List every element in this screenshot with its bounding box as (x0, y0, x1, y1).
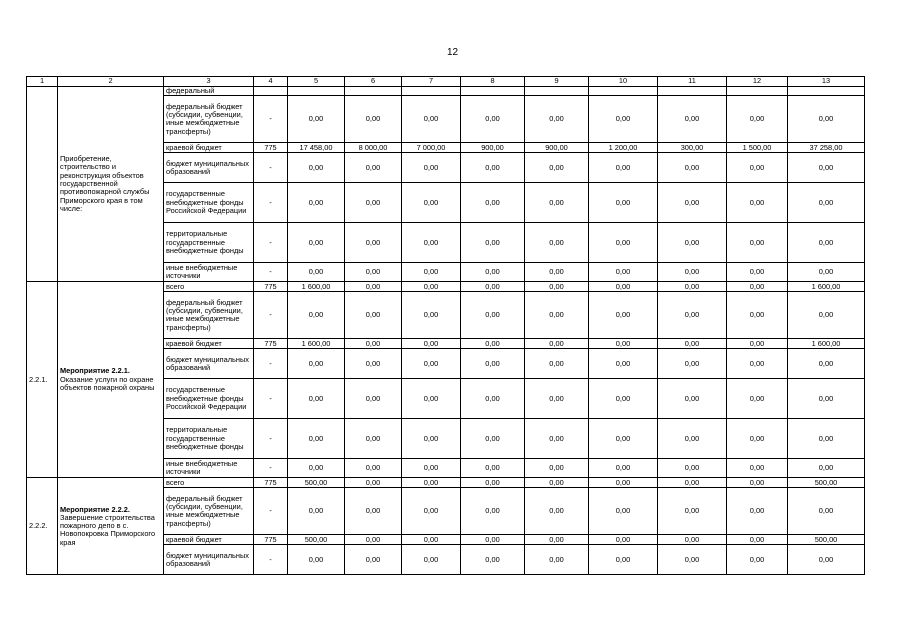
amount-cell: 1 600,00 (288, 282, 345, 292)
amount-cell: 0,00 (402, 535, 461, 545)
amount-cell: 0,00 (525, 292, 589, 339)
amount-cell: 500,00 (288, 478, 345, 488)
amount-cell: 0,00 (658, 153, 727, 183)
activity-description: Приобретение, строительство и реконструкция объектов государственной противопожарной службы Приморского края в том числе: (60, 154, 150, 213)
amount-cell: 0,00 (345, 263, 402, 282)
grbs-code-cell: - (254, 183, 288, 223)
row-code: 2.2.1. (27, 282, 58, 478)
amount-cell: 0,00 (788, 459, 865, 478)
header-cell: 8 (461, 77, 525, 87)
amount-cell: 0,00 (589, 545, 658, 575)
amount-cell: 0,00 (658, 478, 727, 488)
page-number: 12 (446, 47, 459, 58)
funding-source: федеральный бюджет (субсидии, субвенции, иные межбюджетные трансферты) (164, 96, 254, 143)
amount-cell: 0,00 (345, 488, 402, 535)
grbs-code-cell: 775 (254, 339, 288, 349)
amount-cell: 0,00 (589, 153, 658, 183)
amount-cell: 0,00 (461, 459, 525, 478)
amount-cell: 0,00 (658, 459, 727, 478)
table-row (27, 478, 865, 488)
amount-cell: 500,00 (788, 535, 865, 545)
amount-cell: 0,00 (525, 349, 589, 379)
amount-cell: 0,00 (461, 282, 525, 292)
amount-cell: 0,00 (589, 419, 658, 459)
amount-cell: 0,00 (402, 349, 461, 379)
amount-cell: 1 600,00 (788, 282, 865, 292)
amount-cell: 37 258,00 (788, 143, 865, 153)
funding-source: бюджет муниципальных образований (164, 545, 254, 575)
amount-cell: 0,00 (525, 459, 589, 478)
amount-cell: 0,00 (589, 183, 658, 223)
amount-cell: 0,00 (402, 488, 461, 535)
amount-cell: 0,00 (589, 282, 658, 292)
row-description (58, 478, 164, 575)
amount-cell: 0,00 (727, 478, 788, 488)
grbs-code-cell: 775 (254, 478, 288, 488)
amount-cell: 8 000,00 (345, 143, 402, 153)
amount-cell: 0,00 (788, 292, 865, 339)
amount-cell: 0,00 (788, 419, 865, 459)
amount-cell: 0,00 (525, 183, 589, 223)
amount-cell: 0,00 (461, 349, 525, 379)
grbs-code-cell: 775 (254, 282, 288, 292)
amount-cell: 0,00 (589, 379, 658, 419)
amount-cell: 0,00 (788, 263, 865, 282)
amount-cell: 0,00 (345, 535, 402, 545)
funding-source: государственные внебюджетные фонды Российской Федерации (164, 183, 254, 223)
amount-cell: 0,00 (402, 545, 461, 575)
amount-cell: 0,00 (345, 349, 402, 379)
amount-cell (727, 87, 788, 96)
amount-cell: 0,00 (461, 535, 525, 545)
header-cell: 6 (345, 77, 402, 87)
amount-cell: 0,00 (461, 478, 525, 488)
amount-cell (788, 87, 865, 96)
amount-cell: 0,00 (288, 459, 345, 478)
amount-cell: 0,00 (788, 545, 865, 575)
amount-cell: 0,00 (788, 488, 865, 535)
amount-cell: 0,00 (402, 183, 461, 223)
amount-cell: 0,00 (288, 349, 345, 379)
amount-cell: 0,00 (525, 282, 589, 292)
amount-cell (589, 87, 658, 96)
amount-cell: 0,00 (345, 478, 402, 488)
grbs-code-cell: - (254, 488, 288, 535)
amount-cell: 0,00 (402, 339, 461, 349)
amount-cell: 0,00 (658, 183, 727, 223)
amount-cell: 0,00 (345, 339, 402, 349)
grbs-code-cell: - (254, 153, 288, 183)
amount-cell: 0,00 (288, 96, 345, 143)
table-row (27, 282, 865, 292)
header-row (27, 77, 865, 87)
amount-cell: 0,00 (727, 153, 788, 183)
header-cell: 13 (788, 77, 865, 87)
grbs-code-cell: 775 (254, 143, 288, 153)
amount-cell: 300,00 (658, 143, 727, 153)
amount-cell: 17 458,00 (288, 143, 345, 153)
row-description (58, 282, 164, 478)
header-cell: 7 (402, 77, 461, 87)
funding-source: всего (164, 282, 254, 292)
amount-cell: 0,00 (788, 153, 865, 183)
amount-cell: 0,00 (589, 292, 658, 339)
funding-source: федеральный (164, 87, 254, 96)
amount-cell: 0,00 (589, 459, 658, 478)
amount-cell: 0,00 (525, 379, 589, 419)
grbs-code-cell: - (254, 545, 288, 575)
grbs-code-cell: 775 (254, 535, 288, 545)
amount-cell: 0,00 (345, 153, 402, 183)
amount-cell: 0,00 (658, 263, 727, 282)
amount-cell: 0,00 (525, 478, 589, 488)
amount-cell: 0,00 (658, 545, 727, 575)
amount-cell: 0,00 (727, 459, 788, 478)
amount-cell: 0,00 (525, 488, 589, 535)
amount-cell: 0,00 (658, 96, 727, 143)
amount-cell: 0,00 (658, 379, 727, 419)
amount-cell: 0,00 (727, 349, 788, 379)
amount-cell: 0,00 (288, 419, 345, 459)
grbs-code-cell: - (254, 419, 288, 459)
amount-cell: 0,00 (461, 183, 525, 223)
header-cell: 12 (727, 77, 788, 87)
table-row (27, 87, 865, 96)
amount-cell: 0,00 (788, 349, 865, 379)
amount-cell (525, 87, 589, 96)
grbs-code-cell: - (254, 96, 288, 143)
amount-cell: 7 000,00 (402, 143, 461, 153)
amount-cell: 0,00 (525, 153, 589, 183)
amount-cell (658, 87, 727, 96)
amount-cell: 0,00 (345, 292, 402, 339)
amount-cell: 1 600,00 (788, 339, 865, 349)
amount-cell: 0,00 (288, 292, 345, 339)
amount-cell: 0,00 (788, 183, 865, 223)
funding-source: бюджет муниципальных образований (164, 153, 254, 183)
amount-cell: 0,00 (288, 223, 345, 263)
header-cell: 3 (164, 77, 254, 87)
amount-cell: 0,00 (788, 379, 865, 419)
activity-description: Завершение строительства пожарного депо в с. Новопокровка Приморского края (60, 512, 156, 547)
amount-cell: 0,00 (727, 223, 788, 263)
amount-cell: 0,00 (402, 282, 461, 292)
amount-cell: 0,00 (345, 545, 402, 575)
amount-cell (288, 87, 345, 96)
amount-cell: 500,00 (288, 535, 345, 545)
funding-source: территориальные государственные внебюджетные фонды (164, 419, 254, 459)
amount-cell: 0,00 (658, 339, 727, 349)
amount-cell: 0,00 (461, 379, 525, 419)
amount-cell: 1 500,00 (727, 143, 788, 153)
grbs-code-cell: - (254, 379, 288, 419)
amount-cell: 0,00 (461, 545, 525, 575)
amount-cell: 0,00 (402, 459, 461, 478)
header-cell: 9 (525, 77, 589, 87)
amount-cell: 0,00 (658, 488, 727, 535)
amount-cell: 0,00 (727, 488, 788, 535)
amount-cell: 0,00 (345, 223, 402, 263)
amount-cell: 0,00 (461, 419, 525, 459)
amount-cell: 0,00 (658, 223, 727, 263)
amount-cell: 0,00 (461, 292, 525, 339)
amount-cell: 0,00 (727, 282, 788, 292)
amount-cell: 0,00 (461, 488, 525, 535)
amount-cell: 0,00 (727, 183, 788, 223)
amount-cell: 0,00 (345, 282, 402, 292)
amount-cell: 500,00 (788, 478, 865, 488)
amount-cell: 0,00 (589, 96, 658, 143)
amount-cell: 0,00 (402, 379, 461, 419)
amount-cell: 0,00 (589, 349, 658, 379)
amount-cell (402, 87, 461, 96)
activity-title: Мероприятие 2.2.2. (60, 504, 130, 514)
amount-cell: 0,00 (788, 96, 865, 143)
header-cell: 5 (288, 77, 345, 87)
amount-cell: 1 200,00 (589, 143, 658, 153)
amount-cell: 0,00 (288, 488, 345, 535)
amount-cell: 0,00 (589, 223, 658, 263)
row-code: 2.2.2. (27, 478, 58, 575)
amount-cell: 0,00 (727, 545, 788, 575)
header-cell: 4 (254, 77, 288, 87)
amount-cell: 0,00 (461, 153, 525, 183)
grbs-code-cell (254, 87, 288, 96)
grbs-code-cell: - (254, 223, 288, 263)
amount-cell: 0,00 (288, 379, 345, 419)
amount-cell (345, 87, 402, 96)
amount-cell: 0,00 (658, 292, 727, 339)
amount-cell: 0,00 (525, 419, 589, 459)
amount-cell: 0,00 (288, 545, 345, 575)
amount-cell: 0,00 (589, 478, 658, 488)
row-description (58, 87, 164, 282)
header-cell: 1 (27, 77, 58, 87)
amount-cell: 0,00 (727, 263, 788, 282)
amount-cell: 0,00 (345, 379, 402, 419)
header-cell: 11 (658, 77, 727, 87)
amount-cell: 0,00 (589, 339, 658, 349)
amount-cell: 900,00 (461, 143, 525, 153)
grbs-code-cell: - (254, 459, 288, 478)
amount-cell: 0,00 (461, 339, 525, 349)
amount-cell: 0,00 (461, 96, 525, 143)
funding-source: краевой бюджет (164, 339, 254, 349)
amount-cell: 0,00 (589, 263, 658, 282)
amount-cell: 0,00 (727, 292, 788, 339)
amount-cell: 0,00 (525, 96, 589, 143)
funding-source: бюджет муниципальных образований (164, 349, 254, 379)
amount-cell: 0,00 (402, 478, 461, 488)
row-code (27, 87, 58, 282)
amount-cell: 0,00 (288, 263, 345, 282)
amount-cell (461, 87, 525, 96)
budget-table (26, 76, 865, 575)
amount-cell: 0,00 (589, 535, 658, 545)
amount-cell: 0,00 (658, 349, 727, 379)
amount-cell: 0,00 (345, 419, 402, 459)
grbs-code-cell: - (254, 292, 288, 339)
amount-cell: 0,00 (727, 339, 788, 349)
amount-cell: 0,00 (788, 223, 865, 263)
funding-source: иные внебюджетные источники (164, 459, 254, 478)
funding-source: государственные внебюджетные фонды Российской Федерации (164, 379, 254, 419)
amount-cell: 0,00 (288, 183, 345, 223)
amount-cell: 0,00 (345, 96, 402, 143)
activity-title: Мероприятие 2.2.1. (60, 366, 130, 376)
grbs-code-cell: - (254, 263, 288, 282)
funding-source: федеральный бюджет (субсидии, субвенции, иные межбюджетные трансферты) (164, 292, 254, 339)
amount-cell: 0,00 (402, 96, 461, 143)
amount-cell: 0,00 (461, 263, 525, 282)
amount-cell: 1 600,00 (288, 339, 345, 349)
amount-cell: 0,00 (727, 96, 788, 143)
amount-cell: 0,00 (727, 419, 788, 459)
header-cell: 10 (589, 77, 658, 87)
grbs-code-cell: - (254, 349, 288, 379)
amount-cell: 900,00 (525, 143, 589, 153)
amount-cell: 0,00 (658, 535, 727, 545)
amount-cell: 0,00 (727, 535, 788, 545)
funding-source: иные внебюджетные источники (164, 263, 254, 282)
amount-cell: 0,00 (525, 545, 589, 575)
amount-cell: 0,00 (589, 488, 658, 535)
funding-source: всего (164, 478, 254, 488)
funding-source: федеральный бюджет (субсидии, субвенции, иные межбюджетные трансферты) (164, 488, 254, 535)
amount-cell: 0,00 (658, 282, 727, 292)
amount-cell: 0,00 (525, 223, 589, 263)
funding-source: краевой бюджет (164, 535, 254, 545)
amount-cell: 0,00 (345, 459, 402, 478)
amount-cell: 0,00 (461, 223, 525, 263)
amount-cell: 0,00 (345, 183, 402, 223)
amount-cell: 0,00 (525, 263, 589, 282)
amount-cell: 0,00 (727, 379, 788, 419)
funding-source: краевой бюджет (164, 143, 254, 153)
amount-cell: 0,00 (402, 223, 461, 263)
amount-cell: 0,00 (525, 339, 589, 349)
amount-cell: 0,00 (288, 153, 345, 183)
funding-source: территориальные государственные внебюджетные фонды (164, 223, 254, 263)
amount-cell: 0,00 (402, 263, 461, 282)
header-cell: 2 (58, 77, 164, 87)
amount-cell: 0,00 (525, 535, 589, 545)
amount-cell: 0,00 (402, 292, 461, 339)
amount-cell: 0,00 (402, 419, 461, 459)
activity-description: Оказание услуги по охране объектов пожарной охраны (60, 374, 155, 392)
amount-cell: 0,00 (658, 419, 727, 459)
amount-cell: 0,00 (402, 153, 461, 183)
